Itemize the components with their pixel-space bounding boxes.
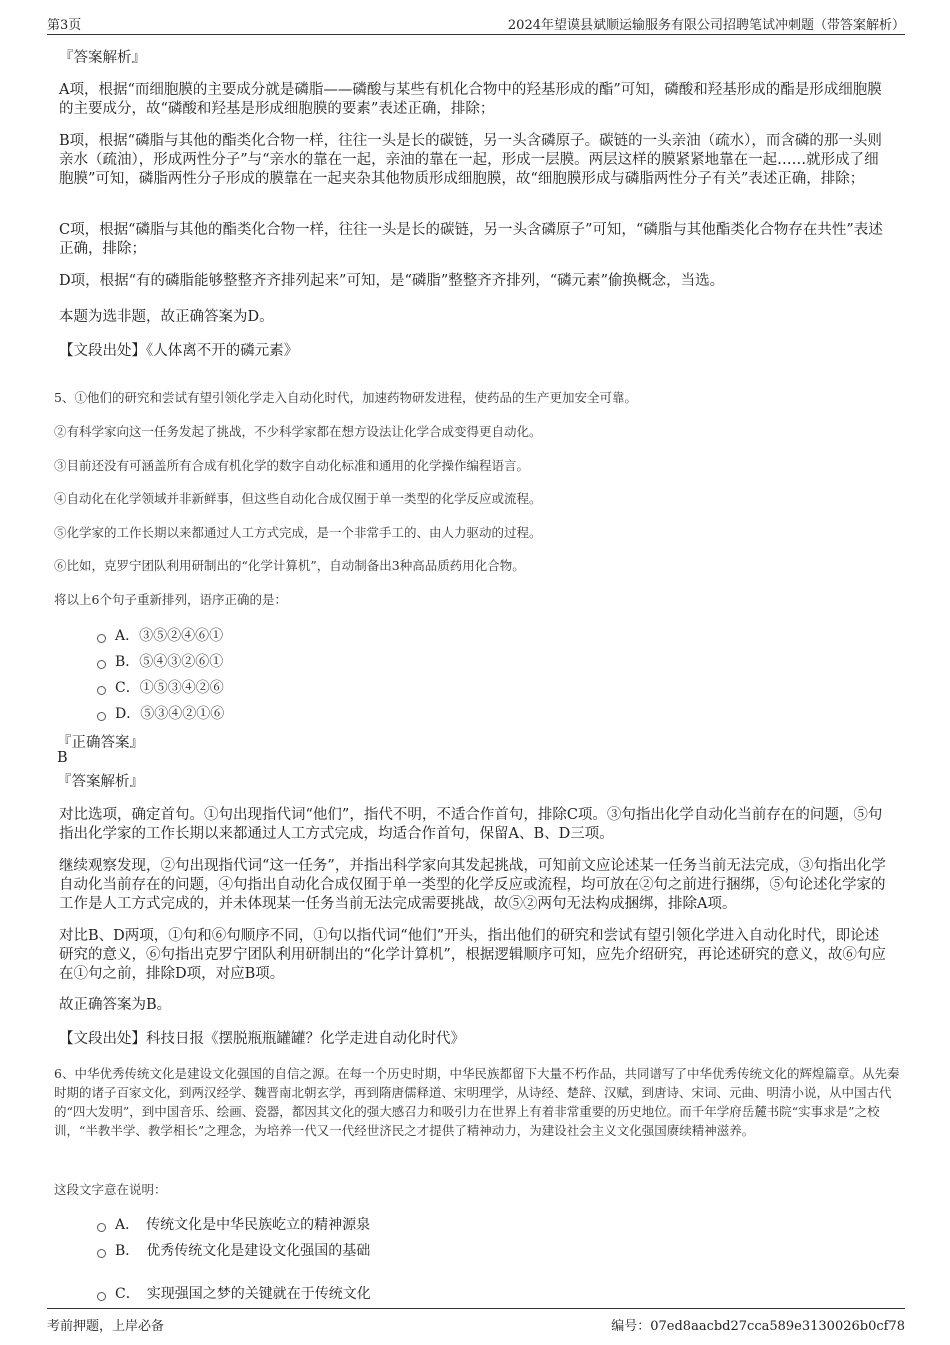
q5-analysis-3: 对比B、D两项，①句和⑥句顺序不同，①句以指代词“他们”开头，指出他们的研究和尝试有望引领化学进入自动化时代，即论述研究的意义，⑥句指出克罗宁团队利用研制出的“化学计算机”，根据逻辑顺序可知，应先介绍研究，再论述研究的意义，故⑥句应在①句之前，排除D项，对应B项。 (59, 928, 886, 982)
q4-analysis-a: A项，根据“而细胞膜的主要成分就是磷脂——磷酸与某些有机化合物中的羟基形成的酯”可知，磷酸和羟基形成的酯是形成细胞膜的主要成分，故“磷酸和羟基是形成细胞膜的要素”表述正确，排除； (59, 82, 882, 117)
q6-option-a[interactable] (97, 1214, 370, 1234)
radio-icon[interactable] (97, 634, 106, 643)
option-label: A．③⑤②④⑥① (115, 628, 224, 644)
q4-source: 【文段出处】《人体离不开的磷元素》 (59, 343, 299, 359)
q6-stem: 6、中华优秀传统文化是建设文化强国的自信之源。在每一个历史时期，中华民族都留下大量不朽作品，共同谱写了中华优秀传统文化的辉煌篇章。从先秦时期的诸子百家文化，到两汉经学、魏晋南北朝玄学，再到隋唐儒释道、宋明理学，从诗经、楚辞、汉赋，到唐诗、宋词、元曲、明清小说，从中国古代的“四大发明”，到中国音乐、绘画、瓷器，都因其文化的强大感召力和吸引力在世界上有着非常重要的历史地位。而千年学府岳麓书院“实事求是”之校训，“半教半学、教学相长”之理念，为培养一代又一代经世济民之才提供了精神动力，为建设社会主义文化强国赓续精神滋养。 (54, 1066, 900, 1138)
q6-option-c[interactable] (97, 1283, 371, 1303)
q5-analysis-1: 对比选项，确定首句。①句出现指代词“他们”，指代不明，不适合作首句，排除C项。③句指出化学自动化当前存在的问题，⑤句指出化学家的工作长期以来都通过人工方式完成，均适合作首句，保留A、B、D三项。 (59, 807, 883, 842)
q5-analysis-label: 『答案解析』 (57, 774, 144, 790)
q5-option-c[interactable] (97, 677, 224, 697)
q5-correct-answer: B (57, 750, 68, 766)
q5-sentence-5: ⑤化学家的工作长期以来都通过人工方式完成，是一个非常手工的、由人力驱动的过程。 (54, 525, 542, 540)
q5-sentence-1: 5、①他们的研究和尝试有望引领化学走入自动化时代，加速药物研发进程，使药品的生产更加安全可靠。 (54, 390, 637, 405)
q6-question: 这段文字意在说明： (54, 1182, 167, 1197)
page-number: 第3页 (47, 18, 82, 33)
radio-icon[interactable] (97, 660, 106, 669)
q5-correct-label: 『正确答案』 (57, 735, 144, 751)
q5-option-d[interactable] (97, 703, 224, 723)
q5-sentence-4: ④自动化在化学领域并非新鲜事，但这些自动化合成仅囿于单一类型的化学反应或流程。 (54, 491, 542, 506)
option-label: C． 实现强国之梦的关键就在于传统文化 (115, 1286, 371, 1302)
radio-icon[interactable] (97, 712, 106, 721)
option-label: C．①⑤③④②⑥ (115, 680, 224, 696)
q5-sentence-6: ⑥比如，克罗宁团队利用研制出的“化学计算机”，自动制备出3种高品质药用化合物。 (54, 558, 525, 573)
radio-icon[interactable] (97, 1249, 106, 1258)
option-label: B．⑤④③②⑥① (115, 654, 224, 670)
page-header (47, 10, 905, 35)
q5-option-b[interactable] (97, 651, 223, 671)
q5-sentence-2: ②有科学家向这一任务发起了挑战，不少科学家都在想方设法让化学合成变得更自动化。 (54, 424, 542, 439)
q4-analysis-label: 『答案解析』 (59, 50, 146, 66)
footer-slogan: 考前押题，上岸必备 (47, 1319, 165, 1334)
q5-analysis-4: 故正确答案为B。 (59, 997, 172, 1013)
option-label: A． 传统文化是中华民族屹立的精神源泉 (115, 1217, 371, 1233)
q6-option-b[interactable] (97, 1240, 370, 1260)
q4-analysis-b: B项，根据“磷脂与其他的酯类化合物一样，往往一头是长的碳链，另一头含磷原子。碳链的一头亲油（疏水），而含磷的那一头则亲水（疏油），形成两性分子”与“亲水的靠在一起，亲油的靠在一起，形成一层膜。两层这样的膜紧紧地靠在一起……就形成了细胞膜”可知，磷脂两性分子形成的膜靠在一起夹杂其他物质形成细胞膜，故“细胞膜形成与磷脂两性分子有关”表述正确，排除； (59, 133, 882, 187)
q4-analysis-c: C项，根据“磷脂与其他的酯类化合物一样，往往一头是长的碳链，另一头含磷原子”可知，“磷脂与其他酯类化合物存在共性”表述正确，排除； (59, 222, 883, 257)
q5-source: 【文段出处】科技日报《摆脱瓶瓶罐罐？化学走进自动化时代》 (59, 1031, 465, 1047)
option-label: D．⑤③④②①⑥ (115, 706, 225, 722)
q4-analysis-d: D项，根据“有的磷脂能够整整齐齐排列起来”可知，是“磷脂”整整齐齐排列，“磷元素”偷换概念，当选。 (59, 273, 725, 289)
q5-option-a[interactable] (97, 625, 223, 645)
q5-analysis-2: 继续观察发现，②句出现指代词“这一任务”，并指出科学家向其发起挑战，可知前文应论述某一任务当前无法完成，③句指出化学自动化当前存在的问题，④句指出自动化合成仅囿于单一类型的化学反应或流程，均可放在②句之前进行捆绑，⑤句论述化学家的工作是人工方式完成的，并未体现某一任务当前无法完成需要挑战，故⑤②两句无法构成捆绑，排除A项。 (59, 858, 886, 912)
radio-icon[interactable] (97, 1292, 106, 1301)
radio-icon[interactable] (97, 686, 106, 695)
page-footer (47, 1308, 905, 1339)
q5-sentence-3: ③目前还没有可涵盖所有合成有机化学的数字自动化标准和通用的化学操作编程语言。 (54, 458, 530, 473)
q5-question: 将以上6个句子重新排列，语序正确的是： (54, 592, 287, 607)
option-label: B． 优秀传统文化是建设文化强国的基础 (115, 1243, 371, 1259)
q4-conclusion: 本题为选非题，故正确答案为D。 (59, 309, 274, 325)
document-title: 2024年望谟县斌顺运输服务有限公司招聘笔试冲刺题（带答案解析） (507, 18, 905, 33)
document-id: 编号：07ed8aacbd27cca589e3130026b0cf78 (611, 1319, 905, 1334)
radio-icon[interactable] (97, 1223, 106, 1232)
